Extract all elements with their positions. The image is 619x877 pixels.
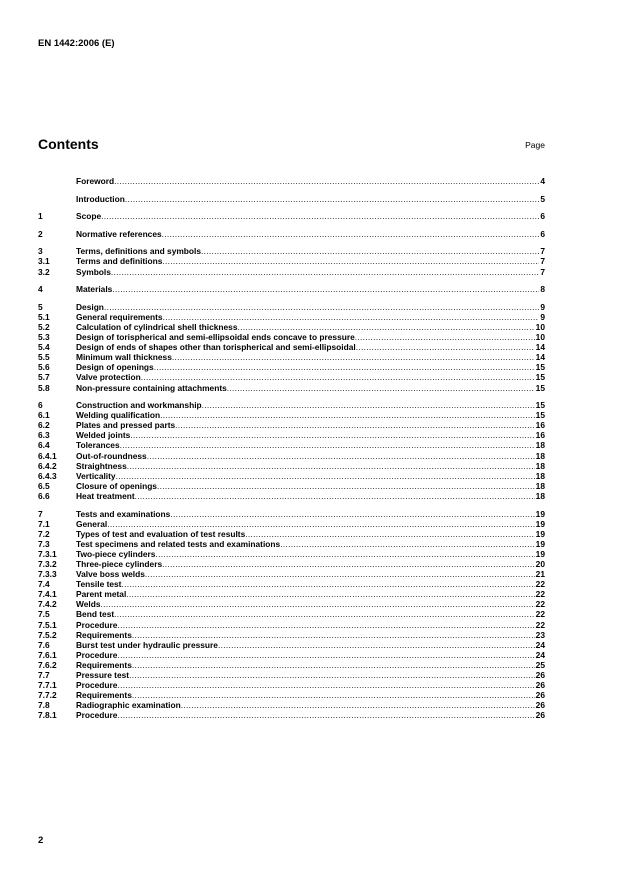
toc-entry-page: 15 (535, 410, 545, 421)
toc-entry-page: 18 (535, 460, 545, 471)
toc-dot-leader (162, 256, 539, 266)
toc-entry-page: 16 (535, 430, 545, 441)
toc-entry-title: Types of test and evaluation of test results (76, 528, 246, 539)
toc-dot-leader (238, 322, 535, 332)
toc-entry-title: Introduction (76, 193, 125, 204)
toc-entry-title: Welding qualification (76, 410, 161, 421)
toc-dot-leader (121, 579, 534, 589)
toc-entry-number: 7.2 (38, 528, 50, 539)
toc-entry-title: Tensile test (76, 579, 122, 590)
toc-entry-title: Out-of-roundness (76, 450, 147, 461)
toc-entry[interactable] (38, 509, 545, 519)
toc-dot-leader (126, 589, 534, 599)
toc-entry-title: General (76, 518, 108, 529)
toc-entry-page: 21 (535, 569, 545, 580)
toc-dot-leader (356, 342, 535, 352)
toc-entry-title: General requirements (76, 311, 163, 322)
toc-entry[interactable] (38, 430, 545, 440)
toc-entry-title: Closure of openings (76, 480, 157, 491)
toc-entry-page: 14 (535, 342, 545, 353)
toc-entry-page: 22 (535, 589, 545, 600)
toc-entry-number: 5.3 (38, 332, 50, 343)
toc-entry-page: 15 (535, 382, 545, 393)
toc-dot-leader (117, 710, 534, 720)
toc-entry[interactable] (38, 451, 545, 461)
toc-entry[interactable] (38, 383, 545, 393)
toc-entry-title: Radiographic examination (76, 700, 181, 711)
toc-entry-page: 4 (540, 176, 545, 186)
toc-entry-number: 7.1 (38, 518, 50, 529)
toc-entry-number: 7.4.1 (38, 589, 57, 600)
toc-entry-title: Welds (76, 599, 101, 610)
toc-entry[interactable] (38, 410, 545, 420)
toc-entry-title: Procedure (76, 710, 118, 721)
toc-entry[interactable] (38, 481, 545, 491)
toc-entry-page: 14 (535, 352, 545, 363)
toc-entry-number: 7.8 (38, 700, 50, 711)
toc-entry-title: Design of ends of shapes other than torispherical and semi-ellipsoidal (76, 342, 356, 353)
toc-entry-title: Valve protection (76, 372, 141, 383)
toc-entry-number: 7.3 (38, 538, 50, 549)
toc-dot-leader (172, 352, 535, 362)
toc-dot-leader (157, 481, 535, 491)
toc-entry-number: 7.8.1 (38, 710, 57, 721)
toc-entry-number: 6.3 (38, 430, 50, 441)
toc-dot-leader (181, 700, 535, 710)
toc-entry[interactable] (38, 372, 545, 382)
toc-entry-title: Scope (76, 211, 102, 222)
toc-entry-number: 5.6 (38, 362, 50, 373)
toc-entry[interactable] (38, 362, 545, 372)
toc-entry-title: Tolerances (76, 440, 120, 451)
toc-entry-number: 7.7.1 (38, 680, 57, 691)
toc-entry-number: 2 (38, 228, 43, 239)
toc-dot-leader (141, 372, 535, 382)
toc-entry[interactable] (38, 312, 545, 322)
toc-entry[interactable] (38, 284, 545, 294)
toc-entry-title: Terms, definitions and symbols (76, 246, 202, 257)
toc-entry-page: 18 (535, 470, 545, 481)
toc-entry[interactable] (38, 650, 545, 660)
toc-entry[interactable] (38, 352, 545, 362)
toc-dot-leader (218, 640, 535, 650)
toc-entry-page: 19 (535, 538, 545, 549)
toc-entry-page: 10 (535, 321, 545, 332)
toc-entry-page: 16 (535, 420, 545, 431)
toc-entry-title: Burst test under hydraulic pressure (76, 639, 218, 650)
toc-entry[interactable] (38, 440, 545, 450)
toc-entry-number: 6.4.1 (38, 450, 57, 461)
toc-dot-leader (162, 559, 535, 569)
toc-dot-leader (147, 451, 535, 461)
toc-entry[interactable] (38, 246, 545, 256)
toc-entry-number: 7.5.1 (38, 619, 57, 630)
toc-dot-leader (154, 362, 535, 372)
toc-dot-leader (130, 430, 534, 440)
toc-entry-number: 6.6 (38, 490, 50, 501)
toc-entry-title: Terms and definitions (76, 256, 163, 267)
toc-dot-leader (170, 509, 534, 519)
toc-entry-title: Design of openings (76, 362, 154, 373)
toc-entry-page: 24 (535, 639, 545, 650)
page-column-label: Page (525, 140, 545, 150)
toc-dot-leader (135, 491, 535, 501)
toc-entry[interactable] (38, 400, 545, 410)
toc-entry-page: 9 (540, 301, 545, 312)
toc-dot-leader (355, 332, 535, 342)
toc-entry[interactable] (38, 579, 545, 589)
toc-dot-leader (104, 302, 539, 312)
toc-entry-number: 5.1 (38, 311, 50, 322)
toc-entry-title: Heat treatment (76, 490, 135, 501)
toc-entry[interactable] (38, 332, 545, 342)
toc-dot-leader (101, 599, 535, 609)
toc-entry-page: 18 (535, 490, 545, 501)
toc-entry-title: Straightness (76, 460, 127, 471)
toc-entry-page: 7 (540, 246, 545, 257)
toc-entry-title: Procedure (76, 649, 118, 660)
toc-dot-leader (132, 630, 535, 640)
toc-entry-number: 5.7 (38, 372, 50, 383)
toc-entry-number: 6.2 (38, 420, 50, 431)
toc-entry[interactable] (38, 589, 545, 599)
table-of-contents (38, 176, 545, 721)
toc-entry-page: 19 (535, 518, 545, 529)
toc-entry[interactable] (38, 211, 545, 221)
toc-entry-page: 10 (535, 332, 545, 343)
toc-entry-page: 20 (535, 559, 545, 569)
toc-entry-number: 6.4 (38, 440, 50, 451)
toc-entry-number: 6.4.2 (38, 460, 57, 471)
toc-entry[interactable] (38, 256, 545, 266)
toc-entry[interactable] (38, 322, 545, 332)
toc-dot-leader (127, 461, 535, 471)
toc-entry-number: 6.5 (38, 480, 50, 491)
toc-entry-number: 3 (38, 246, 43, 257)
toc-entry[interactable] (38, 670, 545, 680)
toc-dot-leader (111, 267, 539, 277)
toc-dot-leader (114, 609, 535, 619)
toc-entry[interactable] (38, 680, 545, 690)
toc-entry-page: 26 (535, 710, 545, 721)
toc-dot-leader (120, 440, 535, 450)
toc-entry[interactable] (38, 690, 545, 700)
toc-entry-title: Two-piece cylinders (76, 548, 156, 559)
toc-entry-number: 3.1 (38, 256, 50, 267)
toc-entry-page: 6 (540, 211, 545, 222)
toc-entry-title: Foreword (76, 176, 115, 186)
toc-entry-number: 5.5 (38, 352, 50, 363)
toc-dot-leader (160, 410, 535, 420)
toc-entry[interactable] (38, 420, 545, 430)
toc-entry[interactable] (38, 660, 545, 670)
toc-entry-page: 8 (540, 284, 545, 295)
toc-entry-number: 4 (38, 284, 43, 295)
toc-entry-number: 7.4.2 (38, 599, 57, 610)
toc-entry-number: 6.1 (38, 410, 50, 421)
toc-entry-page: 25 (535, 659, 545, 670)
toc-entry[interactable] (38, 710, 545, 720)
toc-entry-title: Materials (76, 284, 113, 295)
toc-entry[interactable] (38, 302, 545, 312)
toc-entry-title: Non-pressure containing attachments (76, 382, 227, 393)
toc-entry-number: 7.3.1 (38, 548, 57, 559)
toc-dot-leader (245, 529, 534, 539)
toc-dot-leader (175, 420, 535, 430)
toc-entry-title: Welded joints (76, 430, 131, 441)
toc-entry-title: Construction and workmanship (76, 400, 202, 411)
toc-entry-title: Test specimens and related tests and examinations (76, 538, 281, 549)
toc-entry-title: Design of torispherical and semi-ellipsoidal ends concave to pressure (76, 332, 355, 343)
toc-dot-leader (117, 650, 534, 660)
toc-entry-title: Symbols (76, 266, 111, 277)
toc-entry-title: Plates and pressed parts (76, 420, 176, 431)
toc-entry-page: 22 (535, 609, 545, 620)
toc-entry-page: 7 (540, 266, 545, 277)
toc-entry[interactable] (38, 519, 545, 529)
toc-entry-title: Design (76, 301, 104, 312)
toc-entry-page: 22 (535, 599, 545, 610)
toc-entry-number: 7.7 (38, 670, 50, 681)
toc-entry-number: 7.6 (38, 639, 50, 650)
toc-entry-number: 7 (38, 508, 43, 519)
toc-dot-leader (163, 312, 540, 322)
toc-entry-page: 24 (535, 649, 545, 660)
toc-dot-leader (202, 400, 535, 410)
toc-entry-page: 22 (535, 619, 545, 630)
toc-entry-number: 6.4.3 (38, 470, 57, 481)
toc-entry-title: Tests and examinations (76, 508, 171, 519)
page-number: 2 (38, 835, 44, 846)
toc-dot-leader (107, 519, 534, 529)
toc-entry-number: 5.4 (38, 342, 50, 353)
toc-dot-leader (117, 620, 534, 630)
toc-entry-title: Parent metal (76, 589, 127, 600)
toc-entry-title: Pressure test (76, 670, 130, 681)
toc-entry-number: 7.6.1 (38, 649, 57, 660)
toc-entry[interactable] (38, 461, 545, 471)
toc-entry[interactable] (38, 559, 545, 569)
toc-entry-page: 15 (535, 400, 545, 411)
document-header: EN 1442:2006 (E) (38, 38, 115, 49)
toc-entry-number: 1 (38, 211, 43, 222)
toc-entry-title: Requirements (76, 690, 132, 701)
toc-entry-number: 7.3.3 (38, 569, 57, 580)
toc-entry-page: 19 (535, 508, 545, 519)
toc-entry[interactable] (38, 529, 545, 539)
toc-entry-page: 26 (535, 690, 545, 701)
toc-entry-page: 18 (535, 450, 545, 461)
toc-entry[interactable] (38, 176, 545, 186)
toc-entry-page: 26 (535, 700, 545, 711)
toc-entry-page: 23 (535, 629, 545, 640)
toc-dot-leader (129, 670, 535, 680)
toc-entry-page: 15 (535, 372, 545, 383)
toc-entry-title: Procedure (76, 619, 118, 630)
toc-dot-leader (117, 680, 534, 690)
toc-entry-title: Bend test (76, 609, 115, 620)
toc-entry-number: 7.4 (38, 579, 50, 590)
toc-dot-leader (132, 660, 535, 670)
toc-entry[interactable] (38, 569, 545, 579)
toc-entry-number: 7.7.2 (38, 690, 57, 701)
toc-entry-page: 18 (535, 480, 545, 491)
toc-entry[interactable] (38, 700, 545, 710)
toc-entry-title: Requirements (76, 659, 132, 670)
toc-entry-page: 9 (540, 311, 545, 322)
toc-entry[interactable] (38, 599, 545, 609)
toc-entry-title: Three-piece cylinders (76, 559, 163, 569)
toc-entry-page: 5 (540, 193, 545, 204)
toc-dot-leader (280, 539, 534, 549)
toc-entry-title: Procedure (76, 680, 118, 691)
toc-dot-leader (114, 176, 539, 186)
toc-entry[interactable] (38, 539, 545, 549)
toc-entry[interactable] (38, 630, 545, 640)
toc-entry-number: 3.2 (38, 266, 50, 277)
toc-entry-number: 7.5.2 (38, 629, 57, 640)
toc-dot-leader (132, 690, 535, 700)
toc-entry-page: 19 (535, 548, 545, 559)
toc-dot-leader (112, 284, 539, 294)
toc-entry[interactable] (38, 471, 545, 481)
toc-entry-number: 5 (38, 301, 43, 312)
toc-entry-number: 7.6.2 (38, 659, 57, 670)
contents-title: Contents (38, 136, 99, 152)
toc-dot-leader (116, 471, 535, 481)
toc-entry-title: Calculation of cylindrical shell thickness (76, 321, 238, 332)
toc-dot-leader (125, 194, 539, 204)
toc-entry-page: 26 (535, 680, 545, 691)
toc-entry-page: 6 (540, 228, 545, 239)
toc-entry-number: 5.8 (38, 382, 50, 393)
toc-entry-title: Minimum wall thickness (76, 352, 172, 363)
toc-dot-leader (101, 211, 539, 221)
toc-entry-title: Normative references (76, 228, 162, 239)
toc-entry-title: Verticality (76, 470, 116, 481)
toc-dot-leader (227, 383, 535, 393)
toc-entry[interactable] (38, 229, 545, 239)
toc-entry[interactable] (38, 267, 545, 277)
toc-dot-leader (155, 549, 534, 559)
toc-dot-leader (201, 246, 539, 256)
toc-entry-page: 19 (535, 528, 545, 539)
toc-entry[interactable] (38, 342, 545, 352)
toc-entry[interactable] (38, 609, 545, 619)
toc-entry[interactable] (38, 491, 545, 501)
toc-entry-page: 18 (535, 440, 545, 451)
toc-entry-page: 22 (535, 579, 545, 590)
toc-entry-page: 26 (535, 670, 545, 681)
toc-entry-title: Valve boss welds (76, 569, 145, 580)
toc-entry-number: 5.2 (38, 321, 50, 332)
toc-dot-leader (162, 229, 540, 239)
toc-entry[interactable] (38, 194, 545, 204)
toc-entry-number: 7.5 (38, 609, 50, 620)
toc-entry-title: Requirements (76, 629, 132, 640)
toc-entry[interactable] (38, 620, 545, 630)
toc-entry[interactable] (38, 640, 545, 650)
toc-entry-number: 6 (38, 400, 43, 411)
toc-dot-leader (145, 569, 535, 579)
toc-entry-number: 7.3.2 (38, 559, 57, 569)
toc-entry[interactable] (38, 549, 545, 559)
toc-entry-page: 15 (535, 362, 545, 373)
toc-entry-page: 7 (540, 256, 545, 267)
